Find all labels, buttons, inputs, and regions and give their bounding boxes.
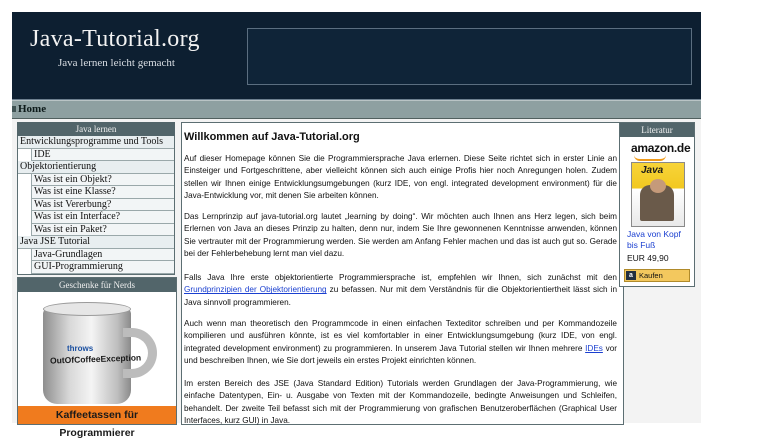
amazon-smile-icon	[634, 155, 666, 161]
site-header	[12, 12, 701, 100]
bullet-icon	[12, 106, 16, 112]
book-cover-word: Java	[641, 165, 664, 176]
sidebar-item-gui[interactable]: GUI-Programmierung	[31, 261, 174, 274]
gift-cta-button[interactable]: Kaffeetassen für Programmierer	[18, 406, 176, 424]
ide-paragraph	[184, 318, 617, 367]
sidebar-menu	[17, 136, 175, 275]
sidebar-item-grundlagen[interactable]: Java-Grundlagen	[31, 249, 174, 262]
sidebar-item-ide[interactable]: IDE	[31, 149, 174, 162]
sidebar-item-objekt[interactable]: Was ist ein Objekt?	[31, 174, 174, 187]
mug-text-exception: OutOfCoffeeException	[49, 352, 142, 366]
sidebar-heading: Java lernen	[17, 122, 175, 136]
sidebar-item-klasse[interactable]: Was ist eine Klasse?	[31, 186, 174, 199]
sidebar-item-interface[interactable]: Was ist ein Interface?	[31, 211, 174, 224]
ide-text-before: Auch wenn man theoretisch den Programmcode in einen einfachen Texteditor schreiben und per Kommandozeile kompilieren und ausführen könnte, ist es viel komfortabler in einer Entwicklungsumgebung (kurz IDE, von engl. integrated development environment) zu programmieren. In unserem Java Tutorial stellen wir Ihnen mehrere	[184, 319, 617, 353]
page	[12, 12, 701, 439]
book-figure-head	[650, 179, 666, 193]
book-price: EUR 49,90	[627, 253, 669, 263]
gift-heading: Geschenke für Nerds	[18, 278, 176, 292]
sidebar-item-paket[interactable]: Was ist ein Paket?	[31, 224, 174, 237]
oop-paragraph	[184, 272, 617, 309]
ad-banner[interactable]	[247, 28, 692, 85]
intro-paragraph: Auf dieser Homepage können Sie die Programmiersprache Java erlernen. Diese Seite richtet sich in erster Linie an Einsteiger und Fortgeschrittene, aber vielleicht können sich auch einige Profis hier noch Anregungen holen. Zudem stellen wir Ihnen einige Entwicklungsumgebungen (kurz IDE, von engl. integrated development environment) für die Java-Entwicklung vor, mit denen Sie arbeiten können.	[184, 154, 617, 201]
mug-text-throws: throws	[67, 344, 94, 353]
ides-link[interactable]: IDEs	[585, 343, 603, 353]
main-content	[181, 122, 624, 425]
amazon-logo: amazon.de	[631, 141, 691, 155]
oop-principles-link[interactable]: Grundprinzipien der Objektorientierung	[184, 285, 327, 295]
buy-label: Kaufen	[639, 271, 663, 280]
sidebar	[17, 122, 175, 275]
nav-home-link[interactable]: Home	[18, 103, 47, 115]
sidebar-item-vererbung[interactable]: Was ist Vererbung?	[31, 199, 174, 212]
site-subtitle: Java lernen leicht gemacht	[58, 57, 175, 69]
literature-heading: Literatur	[620, 123, 694, 137]
mug-rim	[43, 302, 131, 316]
book-cover-image[interactable]	[631, 162, 685, 227]
book-title-link[interactable]: Java von Kopf bis Fuß	[627, 229, 681, 250]
oop-text-before: Falls Java Ihre erste objektorientierte Programmiersprache ist, empfehlen wir Ihnen, sich zunächst mit den	[184, 273, 617, 282]
jse-paragraph: Im ersten Bereich des JSE (Java Standard Edition) Tutorials werden Grundlagen der Java-Programmierung, wie einfache Datentypen, Ein- u. Ausgabe von Texten mit der Kommandozeile, bedingte Anweisungen und Schleifen, behandelt. Der zweite Teil befasst sich mit der Programmierung von grafischen Benutzeroberflächen (Graphical User Interfaces, kurz GUI) in Java.	[184, 379, 617, 426]
amazon-icon: a	[626, 271, 636, 280]
coffee-mug-image[interactable]	[33, 300, 173, 408]
sidebar-item-objektorientierung[interactable]: Objektorientierung	[18, 161, 174, 174]
ide-text-after: vor und beschreiben Ihnen, wie Sie dort jeweils ein erstes Projekt einrichten können.	[184, 343, 617, 366]
page-title: Willkommen auf Java-Tutorial.org	[184, 131, 360, 143]
oop-text-after: zu befassen. Nur mit dem Verständnis für die Objektorientiertheit lässt sich in Java sinnvoll programmieren.	[184, 285, 618, 307]
sidebar-item-jse-tutorial[interactable]: Java JSE Tutorial	[18, 236, 174, 249]
site-title[interactable]: Java-Tutorial.org	[30, 26, 200, 52]
learning-paragraph: Das Lernprinzip auf java-tutorial.org lautet „learning by doing“. Wir möchten auch Ihnen ans Herz legen, sich beim Erlernen von Java an dieses Prinzip zu halten, denn nur, indem Sie Ihre gewonnenen Kenntnisse anwenden, können Sie vertrauter mit der Programmierung werden. Sie werden am Anfang Fehler machen und das ist auch gut so. Gerade bei der Fehlerbehebung lernt man viel dazu.	[184, 212, 617, 259]
top-navbar	[12, 100, 701, 119]
sidebar-item-entwicklungsprogramme[interactable]: Entwicklungsprogramme und Tools	[18, 136, 174, 149]
buy-button[interactable]	[624, 269, 690, 282]
gift-box	[17, 277, 177, 439]
literature-box	[619, 122, 695, 287]
